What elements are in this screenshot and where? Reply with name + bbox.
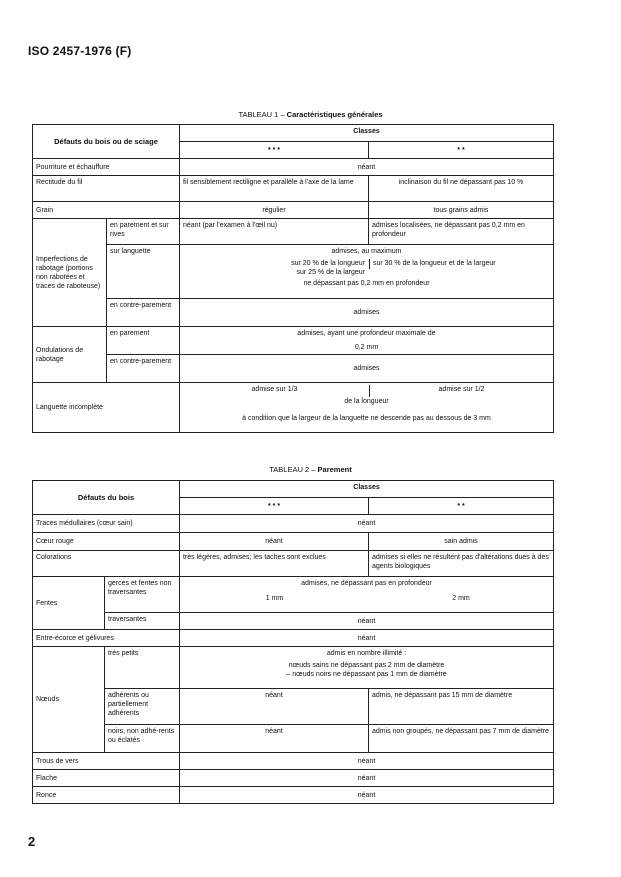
- row-coeur-2star: sain admis: [369, 533, 554, 551]
- row-fentes-gerces-value: [180, 577, 554, 613]
- imperf-languette-top: admises, au maximum: [331, 248, 402, 255]
- table2-class-2star: * *: [369, 498, 554, 515]
- table2: [32, 480, 554, 804]
- imperf-languette-3star-2: sur 25 % de la largeur: [296, 269, 365, 276]
- row-imperfections-label: Imperfections de rabotage (portions non rabotées et traces de raboteuse): [33, 219, 107, 327]
- languette-mid: de la longueur: [344, 398, 389, 405]
- table1-caption-title: Caractéristiques générales: [286, 110, 383, 119]
- row-rectitude-label: Rectitude du fil: [33, 176, 180, 202]
- row-languette-label: Languette incomplète: [33, 383, 180, 433]
- row-imperf-parement-2star: admises localisées, ne dépassant pas 0,2 mm en profondeur: [369, 219, 554, 245]
- row-noeuds-adherents-3star: néant: [180, 689, 369, 725]
- row-rectitude-2star: inclinaison du fil ne dépassant pas 10 %: [369, 176, 554, 202]
- row-pourriture-label: Pourriture et échauffure: [33, 159, 180, 176]
- row-fentes-travers-label: traversantes: [105, 613, 180, 630]
- row-noeuds-noirs-2star: admis non groupés, ne dépassant pas 7 mm de diamètre: [369, 725, 554, 753]
- row-trous-value: néant: [180, 753, 554, 770]
- row-colorations-3star: très légères, admises; les taches sont exclues: [180, 551, 369, 577]
- row-fentes-label: Fentes: [33, 577, 105, 630]
- table1-class-2star: * *: [369, 142, 554, 159]
- row-ondul-contre-label: en contre-parement: [107, 355, 180, 383]
- noeuds-petits-line2: nœuds sains ne dépassant pas 2 mm de diamètre: [288, 662, 445, 669]
- row-colorations-2star: admises si elles ne résultent pas d'altérations dues à des agents biologiques: [369, 551, 554, 577]
- row-ondul-parement-value: [180, 327, 554, 355]
- row-entre-value: néant: [180, 630, 554, 647]
- page-number: 2: [28, 834, 36, 849]
- noeuds-petits-line3: – nœuds noirs ne dépassant pas 1 mm de diamètre: [286, 671, 447, 678]
- ondul-parement-line2: 0,2 mm: [354, 344, 379, 351]
- row-noeuds-petits-label: très petits: [105, 647, 180, 689]
- table2-caption: [0, 465, 621, 474]
- row-grain-label: Grain: [33, 202, 180, 219]
- row-noeuds-noirs-3star: néant: [180, 725, 369, 753]
- row-noeuds-noirs-label: noirs, non adhé-rents ou éclatés: [105, 725, 180, 753]
- row-colorations-label: Colorations: [33, 551, 180, 577]
- row-noeuds-label: Nœuds: [33, 647, 105, 753]
- row-imperf-languette-label: sur languette: [107, 245, 180, 299]
- table2-header-defects: Défauts du bois: [33, 481, 180, 515]
- languette-3star: admise sur 1/3: [251, 386, 298, 393]
- row-traces-label: Traces médullaires (cœur sain): [33, 515, 180, 533]
- row-noeuds-adherents-2star: admis, ne dépassant pas 15 mm de diamètre: [369, 689, 554, 725]
- table1-caption-prefix: TABLEAU 1 –: [238, 110, 285, 119]
- table1: [32, 124, 554, 433]
- row-grain-3star: régulier: [180, 202, 369, 219]
- row-entre-label: Entre-écorce et gélivures: [33, 630, 180, 647]
- imperf-languette-3star-1: sur 20 % de la longueur: [291, 260, 365, 267]
- row-noeuds-petits-value: [180, 647, 554, 689]
- row-imperf-parement-3star: néant (par l'examen à l'œil nu): [180, 219, 369, 245]
- document-title: ISO 2457-1976 (F): [28, 44, 132, 58]
- row-flache-label: Flache: [33, 770, 180, 787]
- row-ondul-contre-value: admises: [180, 355, 554, 383]
- table1-header-defects: Défauts du bois ou de sciage: [33, 125, 180, 159]
- fentes-gerces-2star: 2 mm: [452, 595, 470, 602]
- row-coeur-label: Cœur rouge: [33, 533, 180, 551]
- noeuds-petits-line1: admis en nombre illimité :: [326, 650, 407, 657]
- row-flache-value: néant: [180, 770, 554, 787]
- imperf-languette-bottom: ne dépassant pas 0,2 mm en profondeur: [303, 280, 430, 287]
- row-languette-value: [180, 383, 554, 433]
- row-traces-value: néant: [180, 515, 554, 533]
- row-imperf-parement-label: en parement et sur rives: [107, 219, 180, 245]
- row-imperf-contre-value: admises: [180, 299, 554, 327]
- table2-caption-prefix: TABLEAU 2 –: [269, 465, 316, 474]
- table2-header-classes: Classes: [180, 481, 554, 498]
- row-fentes-travers-value: néant: [180, 613, 554, 630]
- table1-header-classes: Classes: [180, 125, 554, 142]
- languette-2star: admise sur 1/2: [438, 386, 485, 393]
- table2-caption-title: Parement: [317, 465, 352, 474]
- row-imperf-contre-label: en contre-parement: [107, 299, 180, 327]
- row-rectitude-3star: fil sensiblement rectiligne et parallèle à l'axe de la lame: [180, 176, 369, 202]
- row-trous-label: Trous de vers: [33, 753, 180, 770]
- row-grain-2star: tous grains admis: [369, 202, 554, 219]
- row-ronce-label: Ronce: [33, 787, 180, 804]
- table2-class-3star: * * *: [180, 498, 369, 515]
- row-pourriture-value: néant: [180, 159, 554, 176]
- fentes-gerces-3star: 1 mm: [265, 595, 284, 602]
- ondul-parement-line1: admises, ayant une profondeur maximale de: [297, 330, 436, 337]
- row-fentes-gerces-label: gerces et fentes non traversantes: [105, 577, 180, 613]
- fentes-gerces-top: admises, ne dépassant pas en profondeur: [301, 580, 432, 587]
- table1-class-3star: * * *: [180, 142, 369, 159]
- table1-caption: [0, 110, 621, 119]
- languette-bottom: à condition que la largeur de la languette ne descende pas au dessous de 3 mm: [242, 415, 491, 422]
- row-ondul-parement-label: en parement: [107, 327, 180, 355]
- imperf-languette-2star: sur 30 % de la longueur et de la largeur: [373, 260, 496, 267]
- row-coeur-3star: néant: [180, 533, 369, 551]
- row-ronce-value: néant: [180, 787, 554, 804]
- row-noeuds-adherents-label: adhérents ou partiellement adhérents: [105, 689, 180, 725]
- row-imperf-languette-value: [180, 245, 554, 299]
- row-ondulations-label: Ondulations de rabotage: [33, 327, 107, 383]
